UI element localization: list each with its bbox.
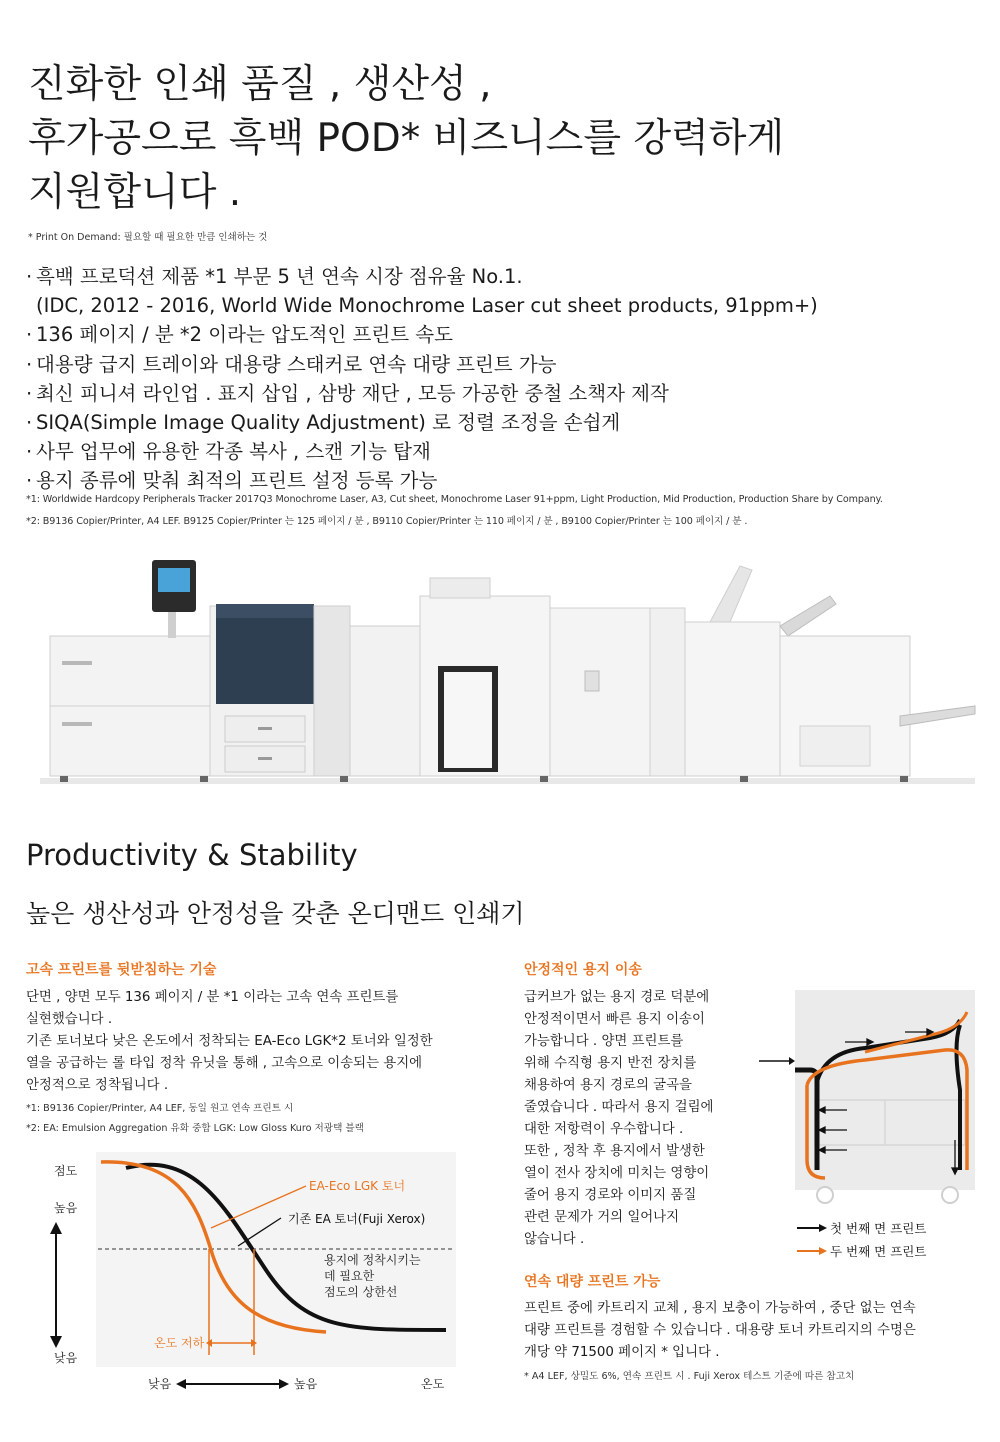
paper-path-diagram [755,990,980,1265]
chart-x-low-label: 낮음 [148,1377,172,1391]
chart-series-existing-label: 기존 EA 토너(Fuji Xerox) [288,1212,426,1226]
chart-y-arrow [50,1222,62,1348]
tech-line: 실현했습니다 . [26,1012,113,1027]
feature-item: · 최신 피니셔 라인업 . 표지 삽입 , 삼방 재단 , 모등 가공한 중철 소책자 제작 [26,381,669,405]
tech-line: 안정적으로 정착됩니다 . [26,1078,169,1093]
transport-line: 열이 전사 장치에 미치는 영향이 [524,1166,710,1181]
tech-line: 단면 , 양면 모두 136 페이지 / 분 *1 이라는 고속 연속 프린트를 [26,990,399,1005]
chart-y-high-label: 높음 [54,1201,78,1215]
printer-illustration [40,556,980,792]
diagram-caster [942,1187,958,1203]
transport-heading: 안정적인 용지 이송 [524,962,642,978]
headline-line-1: 진화한 인쇄 품질 , 생산성 , [28,62,492,107]
chart-x-high-label: 높음 [294,1377,318,1391]
tech-note-2: *2: EA: Emulsion Aggregation 유화 중합 LGK: Low Gloss Kuro 저광택 블랙 [26,1123,364,1134]
diagram-legend [797,1221,926,1259]
diagram-caster [817,1187,833,1203]
legend-second-label: 두 번째 면 프린트 [830,1244,927,1259]
chart-threshold-label-2: 데 필요한 [324,1269,375,1283]
transport-line: 급커브가 없는 용지 경로 덕분에 [524,990,710,1005]
feature-item: · 사무 업무에 유용한 각종 복사 , 스캔 기능 탑재 [26,440,431,464]
volume-heading: 연속 대량 프린트 가능 [524,1274,661,1290]
section-title-kr: 높은 생산성과 안정성을 갖춘 온디맨드 인쇄기 [26,899,525,928]
headline-line-3: 지원합니다 . [28,170,242,215]
chart-drop-label: 온도 저하 [154,1336,205,1350]
chart-threshold-label-3: 점도의 상한선 [324,1285,398,1299]
chart-y-label: 점도 [54,1164,78,1178]
transport-line: 줄어 용지 경로와 이미지 품질 [524,1188,697,1203]
headline-footnote: * Print On Demand: 필요할 때 필요한 만큼 인쇄하는 것 [28,232,268,243]
tech-body [26,987,433,1097]
feature-item: · 흑백 프로덕션 제품 *1 부문 5 년 연속 시장 점유율 No.1. [26,265,523,288]
volume-note: * A4 LEF, 상밀도 6%, 연속 프린트 시 . Fuji Xerox 테스트 기준에 따른 참고치 [524,1371,855,1382]
chart-series-eco-label: EA-Eco LGK 토너 [309,1179,406,1193]
section-title-en: Productivity & Stability [26,838,358,872]
transport-line: 채용하여 용지 경로의 굴곡을 [524,1078,692,1093]
feature-list [26,262,818,496]
transport-body [524,987,713,1251]
transport-line: 또한 , 정착 후 용지에서 발생한 [524,1144,705,1159]
footnote-1: *1: Worldwide Hardcopy Peripherals Tracker 2017Q3 Monochrome Laser, A3, Cut sheet, Monochrome Laser 91+ppm, Light Production, Mid Production, Production Share by Company. [26,494,883,505]
volume-body [524,1298,916,1364]
tech-line: 기존 토너보다 낮은 온도에서 정착되는 EA-Eco LGK*2 토너와 일정한 [26,1034,433,1049]
headline [28,58,784,220]
volume-line: 대량 프린트를 경험할 수 있습니다 . 대용량 토너 카트리지의 수명은 [524,1323,916,1338]
viscosity-chart [26,1150,466,1400]
volume-line: 프린트 중에 카트리지 교체 , 용지 보충이 가능하여 , 중단 없는 연속 [524,1301,916,1316]
chart-y-low-label: 낮음 [54,1351,78,1365]
feature-item: (IDC, 2012 - 2016, World Wide Monochrome Laser cut sheet products, 91ppm+) [36,294,818,318]
feature-item: · SIQA(Simple Image Quality Adjustment) 로 정렬 조정을 손쉽게 [26,411,621,435]
transport-line: 가능합니다 . 양면 프린트를 [524,1034,684,1049]
chart-x-label: 온도 [421,1377,445,1391]
transport-line: 위해 수직형 용지 반전 장치를 [524,1056,697,1071]
chart-x-arrow [176,1379,289,1389]
tech-heading: 고속 프린트를 뒷받침하는 기술 [26,962,217,978]
chart-threshold-label-1: 용지에 정착시키는 [324,1253,421,1267]
feature-item: · 용지 종류에 맞춰 최적의 프린트 설정 등록 가능 [26,469,438,493]
tech-line: 열을 공급하는 롤 타입 정착 유닛을 통해 , 고속으로 이송되는 용지에 [26,1056,423,1071]
diagram-machine-body [795,990,975,1190]
footnote-2: *2: B9136 Copier/Printer, A4 LEF. B9125 Copier/Printer 는 125 페이지 / 분 , B9110 Copier/Printer 는 110 페이지 / 분 , B9100 Copier/Printer 는 100 페이지 / 분 . [26,516,748,527]
transport-line: 관련 문제가 거의 일어나지 [524,1210,680,1225]
transport-line: 대한 저항력이 우수합니다 . [524,1122,684,1137]
feature-item: · 136 페이지 / 분 *2 이라는 압도적인 프린트 속도 [26,323,453,347]
transport-line: 줄였습니다 . 따라서 용지 걸림에 [524,1100,714,1115]
feature-item: · 대용량 급지 트레이와 대용량 스태커로 연속 대량 프린트 가능 [26,352,557,376]
transport-line: 않습니다 . [524,1232,585,1247]
transport-line: 안정적이면서 빠른 용지 이송이 [524,1012,705,1027]
volume-line: 개당 약 71500 페이지 * 입니다 . [524,1345,720,1360]
legend-first-label: 첫 번째 면 프린트 [830,1221,927,1236]
headline-line-2: 후가공으로 흑백 POD* 비즈니스를 강력하게 [28,116,785,161]
tech-note-1: *1: B9136 Copier/Printer, A4 LEF, 동일 원고 연속 프린트 시 [26,1103,294,1114]
